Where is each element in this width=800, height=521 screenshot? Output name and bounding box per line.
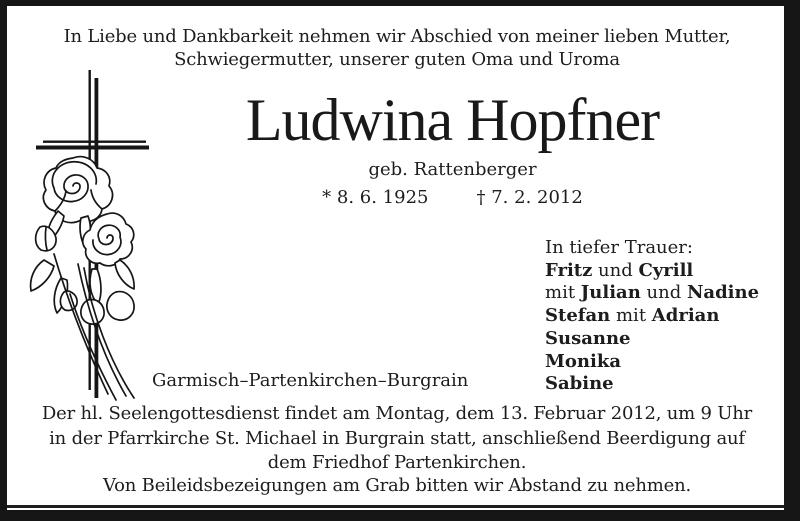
mourner-name: Sabine <box>545 373 614 395</box>
mourner-connector: mit <box>610 305 652 327</box>
intro-line-1: In Liebe und Dankbarkeit nehmen wir Abschied von meiner lieben Mutter, <box>63 26 731 47</box>
mourner-line <box>545 282 759 305</box>
mourner-name: Stefan <box>545 305 611 327</box>
intro-line-2: Schwiegermutter, unserer guten Oma und Uroma <box>174 49 620 70</box>
service-line: in der Pfarrkirche St. Michael in Burgrain statt, anschließend Beerdigung auf <box>49 427 745 449</box>
condolence-note: Von Beileidsbezeigungen am Grab bitten wir Abstand zu nehmen. <box>102 475 692 496</box>
life-dates <box>130 187 775 208</box>
place-line: Garmisch–Partenkirchen–Burgrain <box>152 370 469 391</box>
mourner-name: Fritz <box>545 259 593 281</box>
death-date: † 7. 2. 2012 <box>476 187 583 208</box>
maiden-name: geb. Rattenberger <box>368 159 537 180</box>
mourner-line <box>545 260 759 283</box>
mourner-name: Susanne <box>545 327 631 349</box>
mourner-line <box>545 328 759 351</box>
mourners-block <box>545 237 759 396</box>
mourner-name: Cyrill <box>638 259 694 281</box>
mourner-line <box>545 373 759 396</box>
mourner-connector: und <box>592 259 639 281</box>
frame-left-bar <box>0 0 7 521</box>
roses-icon <box>31 157 135 400</box>
service-line: dem Friedhof Partenkirchen. <box>267 452 527 473</box>
mourner-line <box>545 351 759 374</box>
notice-border-bottom-rule <box>7 505 784 508</box>
mourner-connector: mit <box>545 282 581 304</box>
service-info <box>10 402 784 476</box>
mourner-name: Monika <box>545 350 621 372</box>
frame-top-bar <box>0 0 800 6</box>
mourners-heading: In tiefer Trauer: <box>545 237 693 258</box>
mourners-list <box>545 260 759 396</box>
mourner-connector: und <box>640 282 687 304</box>
mourner-name: Adrian <box>651 305 720 327</box>
deceased-name: Ludwina Hopfner <box>245 87 660 153</box>
mourner-name: Nadine <box>686 282 760 304</box>
frame-bottom-bar <box>0 510 800 521</box>
frame-right-bar <box>784 0 800 521</box>
mourner-line <box>545 305 759 328</box>
mourner-name: Julian <box>580 282 641 304</box>
service-line: Der hl. Seelengottesdienst findet am Montag, dem 13. Februar 2012, um 9 Uhr <box>41 403 753 424</box>
birth-date: * 8. 6. 1925 <box>322 187 429 208</box>
